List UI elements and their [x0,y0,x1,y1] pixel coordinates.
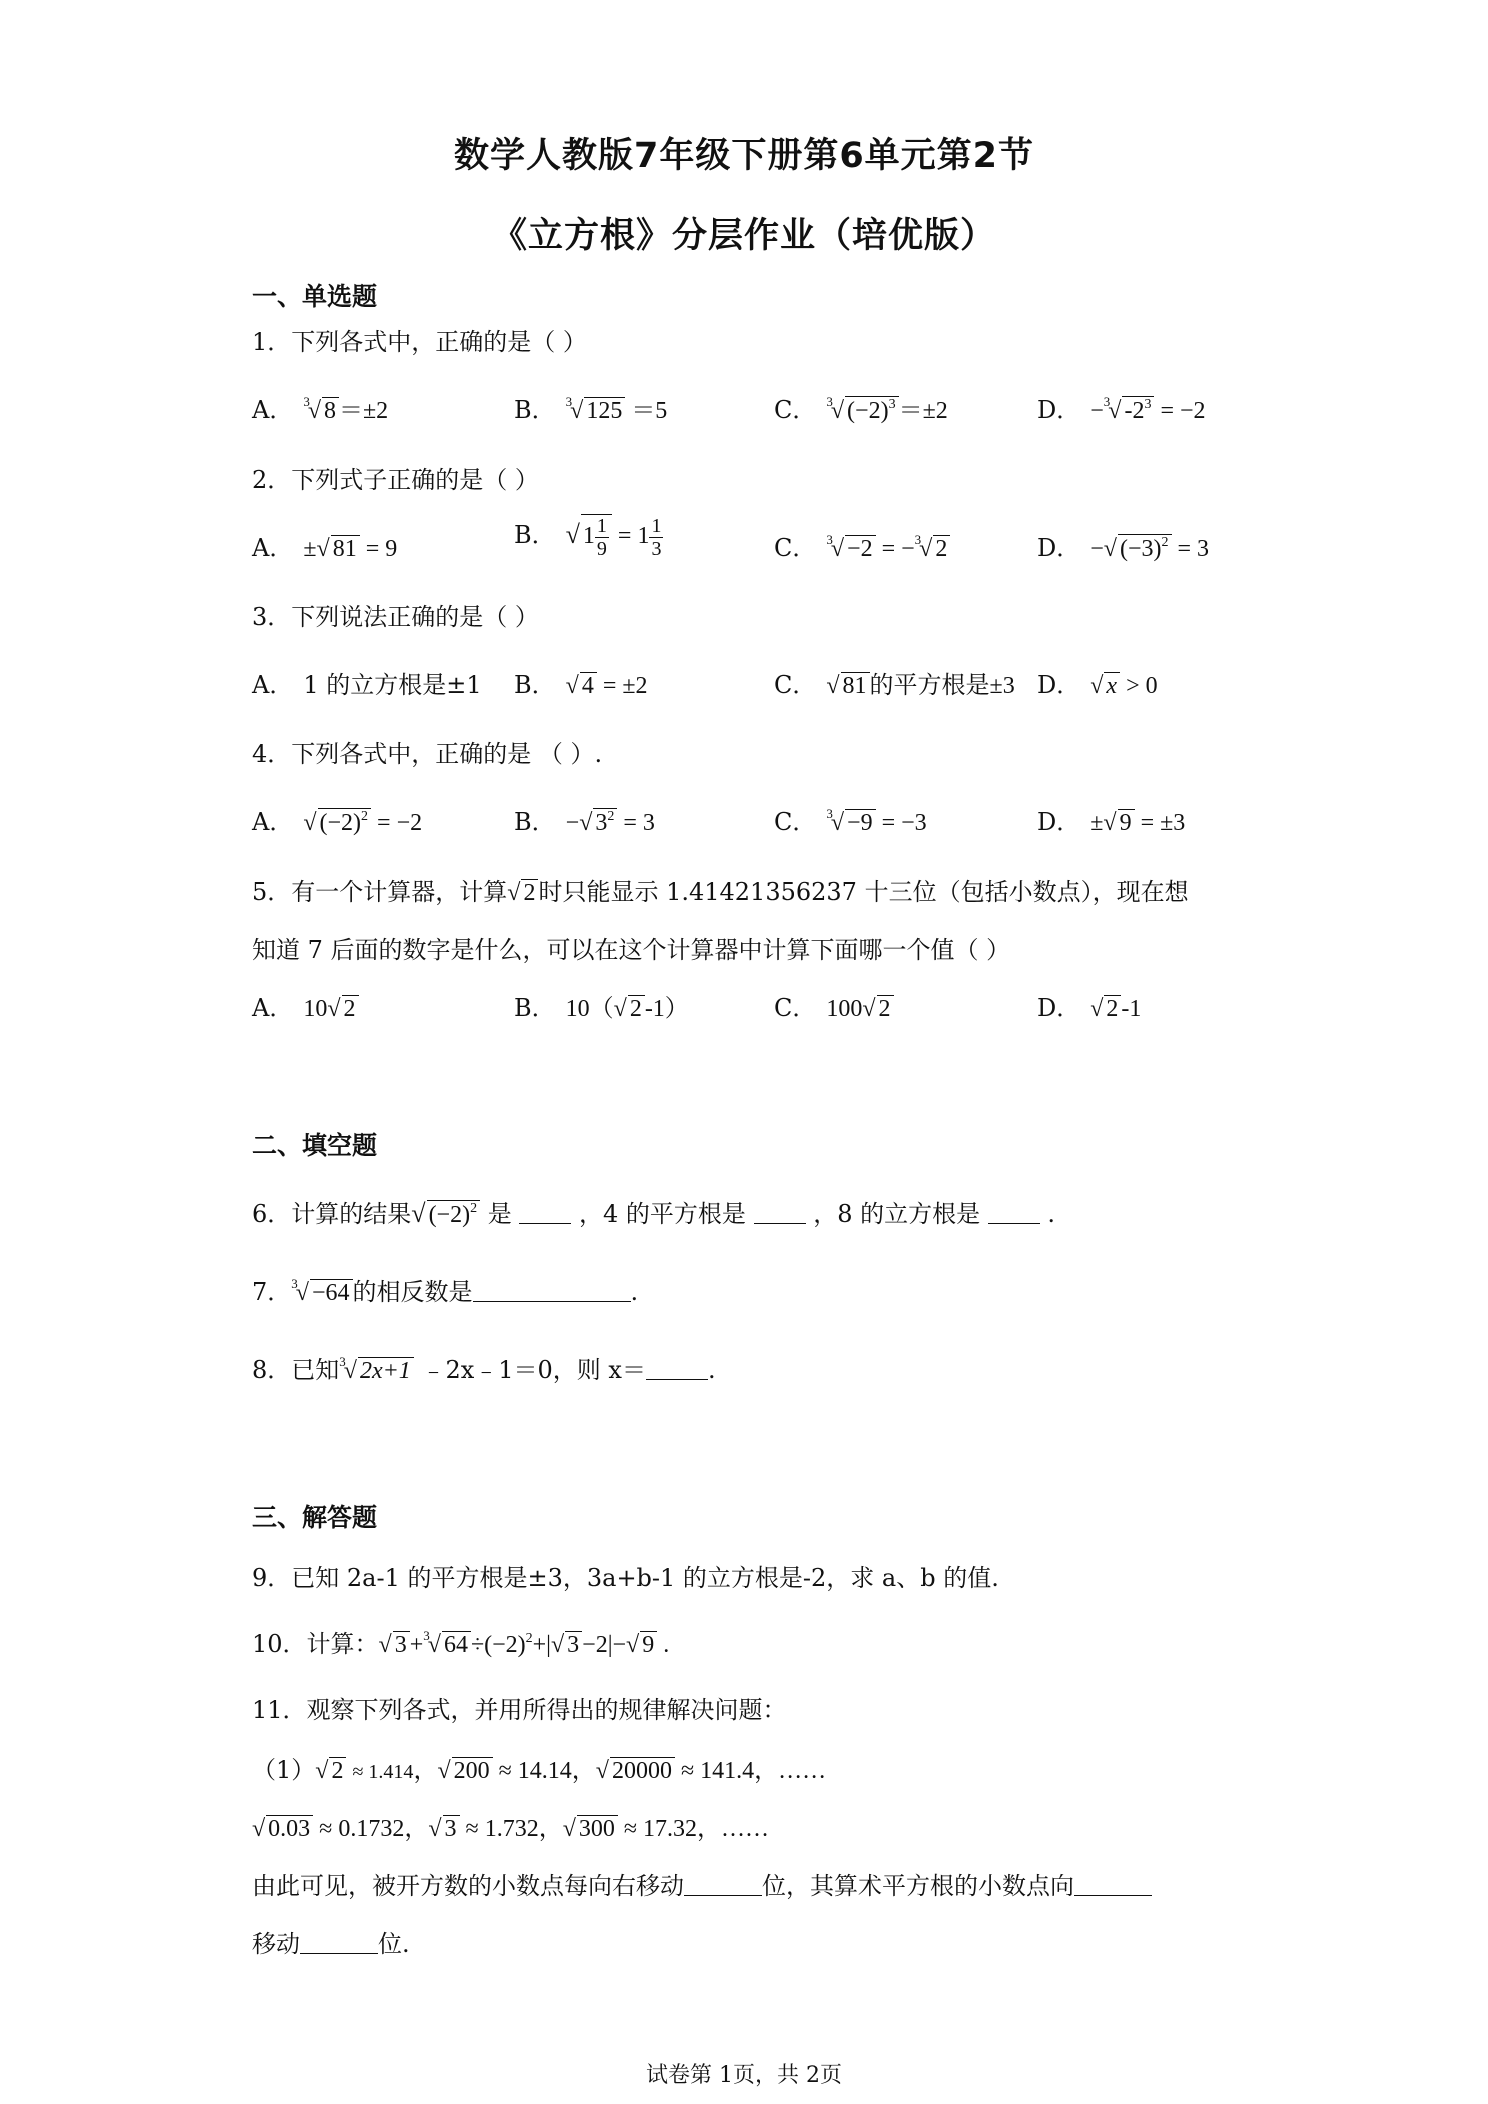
option-b: B． √ 1 $\frac{1}{9}$ = 1 $\frac{1}{3}$ [514,515,662,560]
question-7: 7．$^3$√ −64 的相反数是 . [252,1276,639,1306]
option-c: C． $^3$√ $(-2)^3 =\pm 2$ [774,394,948,424]
option-d: D． √ x > 0 [1037,671,1158,699]
answer-blank[interactable] [1074,1895,1152,1896]
option-b: B． √ 4 = ±2 [514,671,648,699]
option-b: B． 10（√ 2 -1） [514,994,689,1022]
question-11-line-1: （1）√ 2 ≈ 1.414，√ 200 ≈ 14.14，√ 20000 ≈ 141.4，…… [252,1756,827,1784]
answer-blank[interactable] [519,1223,571,1224]
question-5-stem-line-2: 知道 7 后面的数字是什么，可以在这个计算器中计算下面哪一个值（ ） [252,936,1011,964]
option-a: A． √ $(-2)^2 = -2$ [252,808,423,836]
option-d: D． −$^3$√ $-2^3 = -2$ [1037,394,1206,424]
option-c: C． $^3$√ −2 = −$^3$√ 2 [774,528,950,564]
answer-blank[interactable] [684,1895,762,1896]
option-c: C． 100√ 2 [774,988,894,1024]
question-1-options [252,390,1252,434]
option-c: C． $^3$√ −9 = −3 [774,806,927,836]
question-4-options [252,802,1252,846]
answer-blank[interactable] [473,1301,631,1302]
title-line-2: 《立方根》分层作业（培优版） [491,216,996,256]
answer-blank[interactable] [754,1223,806,1224]
question-9: 9．已知 2a-1 的平方根是±3，3a+b-1 的立方根是-2，求 a、b 的值. [252,1564,999,1592]
option-a: A． $^3$√ 8 ＝±2 [252,394,389,424]
question-3-options [252,665,1252,709]
option-a: A． ±√ 81 = 9 [252,534,398,562]
answer-blank[interactable] [646,1379,708,1380]
question-2-stem: 2．下列式子正确的是（ ） [252,466,539,494]
option-b: B． $^3$√ 125 ＝5 [514,394,668,424]
question-11-line-3: 由此可见，被开方数的小数点每向右移动 位，其算术平方根的小数点向 [252,1866,1152,1901]
option-d: D． ±√ 9 = ±3 [1037,808,1186,836]
question-2-options [252,515,1252,572]
option-a: A． 1 的立方根是±1 [252,671,482,699]
answer-blank[interactable] [300,1953,378,1954]
question-11-stem: 11．观察下列各式，并用所得出的规律解决问题： [252,1696,787,1724]
section-single-choice: 一、单选题 [252,282,378,311]
question-1-stem: 1．下列各式中，正确的是（ ） [252,328,587,356]
question-10: 10．计算：√ 3 +$^3$√ $64 \div(-2)^2+|√$ 3 −2|−√ 9 . [252,1628,670,1658]
section-solve: 三、解答题 [252,1503,378,1532]
page-footer: 试卷第 1页，共 2页 [646,2063,842,2088]
option-d: D． √ 2 -1 [1037,994,1142,1022]
question-8: 8．已知$^3$√ 2x+1 ﹣2x﹣1＝0，则 x＝ . [252,1354,716,1384]
question-11-line-2: √ 0.03 ≈ 0.1732，√ 3 ≈ 1.732，√ 300 ≈ 17.32，…… [252,1816,770,1842]
question-4-stem: 4．下列各式中，正确的是 （ ）. [252,740,603,768]
option-a: A． 10√ 2 [252,988,359,1024]
question-3-stem: 3．下列说法正确的是（ ） [252,603,539,631]
section-fill-blank: 二、填空题 [252,1131,378,1160]
question-5-options [252,988,1252,1032]
question-5-stem: 5．有一个计算器，计算√ 2 时只能显示 1.41421356237 十三位（包括小数点），现在想 [252,878,1189,906]
option-d: D． −√ $(-3)^2 = 3$ [1037,534,1210,562]
option-c: C． √ 81 的平方根是±3 [774,671,1015,699]
title-line-1: 数学人教版7年级下册第6单元第2节 [453,136,1035,176]
answer-blank[interactable] [988,1223,1040,1224]
option-b: B． −√ $3^2 = 3$ [514,808,655,836]
question-6: 6．计算的结果√ $(-2)^2$ 是 ，4 的平方根是 ，8 的立方根是 . [252,1199,1056,1228]
question-11-line-4: 移动 位. [252,1930,410,1958]
